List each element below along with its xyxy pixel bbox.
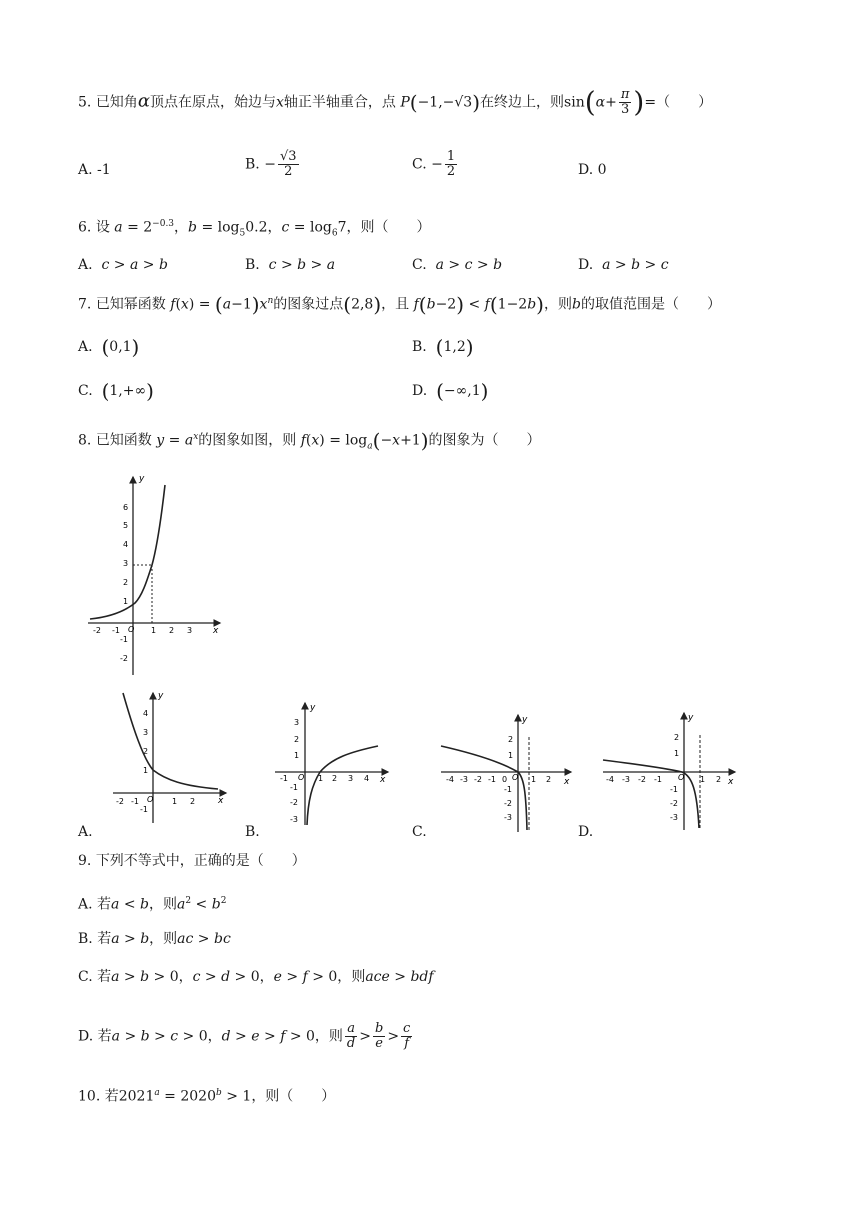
option-label: A. <box>78 257 93 273</box>
svg-text:4: 4 <box>143 709 149 718</box>
q6-text: 设 <box>95 219 110 236</box>
q7-option-c[interactable]: C. (1,+∞) <box>78 379 154 403</box>
svg-text:1: 1 <box>318 774 324 783</box>
question-number: 9. <box>78 853 92 869</box>
question-number: 10. <box>78 1088 101 1105</box>
question-10: 10. 若$2021^a = 2020^b > 1$，则（ ） <box>78 1088 336 1105</box>
svg-text:2: 2 <box>546 775 552 784</box>
svg-text:1: 1 <box>700 775 706 784</box>
q5-text: 已知角 <box>95 94 138 111</box>
q7-option-d[interactable]: D. (−∞,1) <box>412 379 489 403</box>
question-5: 5. 已知角α顶点在原点，始边与x轴正半轴重合，点 P(−1,−√3)在终边上，则sin(α+ $\frac{\pi}{3}$ )=（ ） <box>78 85 713 119</box>
svg-text:x: x <box>564 777 570 787</box>
option-label: A. <box>78 339 93 355</box>
svg-text:-2: -2 <box>670 799 678 808</box>
q8-text: 的图象如图，则 <box>198 432 297 449</box>
option-label: C. <box>412 257 427 273</box>
q7-option-a[interactable]: A. (0,1) <box>78 335 140 359</box>
question-7: 7. 已知幂函数 $f(x) = (a-1)x^n$的图象过点(2,8)，且 f(b−2) < f(1−2b)，则b的取值范围是（ ） <box>78 292 721 317</box>
svg-text:3: 3 <box>143 728 149 737</box>
q8-option-b[interactable]: B. <box>245 824 260 840</box>
svg-text:4: 4 <box>364 774 370 783</box>
svg-text:x: x <box>213 626 219 636</box>
option-label: B. <box>78 931 93 947</box>
svg-text:x: x <box>380 775 386 785</box>
svg-text:6: 6 <box>123 503 129 512</box>
svg-text:x: x <box>218 796 224 806</box>
svg-text:2: 2 <box>716 775 722 784</box>
svg-text:-4: -4 <box>446 775 454 784</box>
svg-text:4: 4 <box>123 540 129 549</box>
option-label: C. <box>412 156 427 173</box>
svg-text:-4: -4 <box>606 775 614 784</box>
svg-text:3: 3 <box>348 774 354 783</box>
q6-option-b[interactable]: B. c > b > a <box>245 257 336 273</box>
svg-text:y: y <box>139 474 145 484</box>
q5-text: =（ ） <box>644 94 713 111</box>
svg-text:1: 1 <box>143 766 149 775</box>
q5-option-c[interactable]: C. − $\frac{1}{2}$ <box>412 149 456 179</box>
q5-option-d[interactable]: D. 0 <box>578 162 607 178</box>
q5-option-b[interactable]: B. − $\frac{√3}{2}$ <box>245 149 297 179</box>
question-6: 6. 设 $a = 2^{-0.3}$，$b = \log_50.2$，$c = \log_67$，则（ ） <box>78 219 431 239</box>
svg-text:1: 1 <box>294 751 300 760</box>
svg-text:2: 2 <box>123 578 129 587</box>
svg-text:-2: -2 <box>93 626 101 635</box>
graph-option-d[interactable] <box>600 710 740 835</box>
svg-text:2: 2 <box>190 797 196 806</box>
svg-text:5: 5 <box>123 521 129 530</box>
svg-text:y: y <box>310 703 316 713</box>
q7-text: ，则 <box>543 296 572 313</box>
svg-text:y: y <box>688 713 694 723</box>
q6-option-a[interactable]: A. c > a > b <box>78 257 168 273</box>
svg-text:2: 2 <box>143 747 149 756</box>
svg-text:-2: -2 <box>638 775 646 784</box>
q8-option-c[interactable]: C. <box>412 824 427 840</box>
q7-text: 的取值范围是（ ） <box>580 296 721 313</box>
then-word: 则 <box>163 931 178 947</box>
q8-option-d[interactable]: D. <box>578 824 594 840</box>
question-8: 8. 已知函数 $y = a^x$的图象如图，则 $f(x) = \log_a(-x+1)$的图象为（ ） <box>78 428 541 453</box>
svg-text:1: 1 <box>508 751 514 760</box>
svg-text:-1: -1 <box>504 785 512 794</box>
graph-option-a[interactable] <box>108 688 233 828</box>
svg-text:3: 3 <box>123 559 129 568</box>
svg-text:-1: -1 <box>290 783 298 792</box>
svg-text:O: O <box>147 795 154 804</box>
svg-text:-1: -1 <box>670 785 678 794</box>
question-number: 8. <box>78 432 92 449</box>
q7-text: 已知幂函数 <box>95 296 166 313</box>
svg-text:y: y <box>522 715 528 725</box>
svg-text:2: 2 <box>508 735 514 744</box>
svg-text:-1: -1 <box>112 626 120 635</box>
svg-text:y: y <box>158 691 164 701</box>
option-label: D. <box>578 257 594 273</box>
question-9 <box>78 851 306 871</box>
option-label: D. <box>78 1028 94 1045</box>
q9-option-d[interactable]: D. 若a > b > c > 0，d > e > f > 0，则 $\frac{a}{d}$ > $\frac{b}{e}$ > $\frac{c}{f}$ <box>78 1021 411 1051</box>
if-word: 若 <box>97 1028 112 1045</box>
q8-text: 的图象为（ ） <box>428 432 541 449</box>
question-number: 6. <box>78 219 92 236</box>
svg-text:1: 1 <box>674 749 680 758</box>
svg-text:3: 3 <box>294 718 300 727</box>
q7-option-b[interactable]: B. (1,2) <box>412 335 474 359</box>
question-number: 5. <box>78 94 92 111</box>
question-number: 7. <box>78 296 92 313</box>
svg-text:-3: -3 <box>670 813 678 822</box>
if-word: 若 <box>97 969 112 985</box>
option-label: D. <box>412 383 428 399</box>
q10-text: 若 <box>104 1088 119 1105</box>
option-label: C. <box>78 969 93 985</box>
q9-option-c[interactable]: C. 若a > b > 0，c > d > 0，e > f > 0，则ace > bdf <box>78 969 434 985</box>
q9-text: 下列不等式中，正确的是（ ） <box>95 853 306 869</box>
q8-option-a[interactable]: A. <box>78 824 93 840</box>
svg-text:x: x <box>728 777 734 787</box>
svg-text:-2: -2 <box>120 654 128 663</box>
svg-text:-1: -1 <box>120 635 128 644</box>
svg-text:2: 2 <box>169 626 175 635</box>
svg-text:2: 2 <box>332 774 338 783</box>
q7-text: ，且 <box>381 296 410 313</box>
then-word: 则 <box>328 1028 343 1045</box>
svg-text:-3: -3 <box>504 813 512 822</box>
option-label: B. <box>245 156 260 173</box>
q10-text: ，则（ ） <box>251 1088 336 1105</box>
q5-text: 顶点在原点，始边与 <box>149 94 276 111</box>
svg-text:2: 2 <box>294 735 300 744</box>
svg-text:-2: -2 <box>504 799 512 808</box>
option-label: B. <box>245 257 260 273</box>
svg-text:1: 1 <box>172 797 178 806</box>
q5-option-a[interactable]: A. -1 <box>78 162 111 178</box>
svg-text:-3: -3 <box>460 775 468 784</box>
svg-text:-1: -1 <box>654 775 662 784</box>
svg-text:-1: -1 <box>280 774 288 783</box>
q7-text: 的图象过点 <box>273 296 344 313</box>
q6-option-c[interactable]: C. a > c > b <box>412 257 503 273</box>
option-label: C. <box>78 383 93 399</box>
svg-text:-1: -1 <box>488 775 496 784</box>
q5-text: 轴正半轴重合，点 <box>283 94 396 111</box>
svg-text:-1: -1 <box>131 797 139 806</box>
q5-text: 在终边上，则 <box>480 94 565 111</box>
then-word: 则 <box>351 969 366 985</box>
q9-option-a[interactable]: A. 若a < b，则$a^2 < b^2$ <box>78 896 227 913</box>
svg-text:3: 3 <box>187 626 193 635</box>
svg-text:O: O <box>298 773 305 782</box>
svg-text:-1: -1 <box>140 805 148 814</box>
then-word: 则 <box>162 896 177 913</box>
option-label: A. <box>78 896 93 913</box>
svg-text:-3: -3 <box>622 775 630 784</box>
if-word: 若 <box>97 931 112 947</box>
svg-text:-2: -2 <box>474 775 482 784</box>
svg-text:1: 1 <box>151 626 157 635</box>
svg-text:2: 2 <box>674 733 680 742</box>
graph-option-b[interactable] <box>270 700 395 830</box>
svg-text:-2: -2 <box>116 797 124 806</box>
svg-text:1: 1 <box>531 775 537 784</box>
q8-text: 已知函数 <box>95 432 152 449</box>
if-word: 若 <box>97 896 112 913</box>
svg-text:1: 1 <box>123 597 129 606</box>
svg-text:O: O <box>128 625 135 634</box>
q9-option-b[interactable]: B. 若a > b，则ac > bc <box>78 931 231 947</box>
svg-text:-3: -3 <box>290 815 298 824</box>
svg-text:0: 0 <box>502 775 508 784</box>
q6-option-d[interactable]: D. a > b > c <box>578 257 669 273</box>
svg-text:O: O <box>512 773 519 782</box>
option-label: B. <box>412 339 427 355</box>
svg-text:O: O <box>678 773 685 782</box>
svg-text:-2: -2 <box>290 798 298 807</box>
exponential-graph <box>85 465 230 680</box>
graph-option-c[interactable] <box>436 712 576 837</box>
